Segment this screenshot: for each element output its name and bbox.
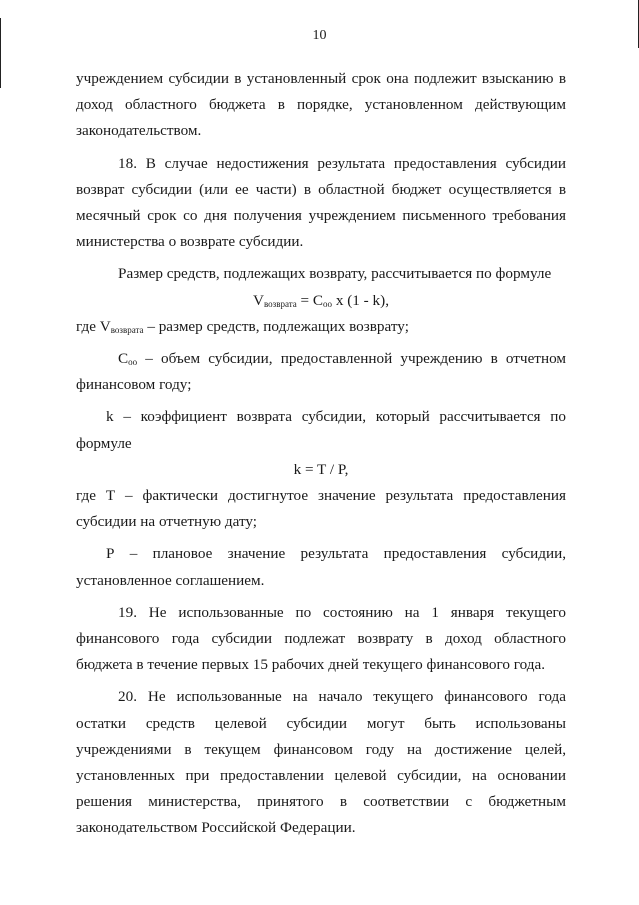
paragraph-18: 18. В случае недостижения результата предоставления субсидии возврат субсидии (или ее части) в областной бюджет осуществляется в месячный срок со дня получения учреждением письменного требования министерства о возврате субсидии.	[76, 154, 566, 251]
where-v-text: – размер средств, подлежащих возврату;	[143, 317, 409, 335]
paragraph-20: 20. Не использованные на начало текущего финансового года остатки средств целевой субсидии могут быть использованы учреждениями в текущем финансовом году на достижение целей, установленных при предоставлении целевой субсидии, на основании решения министерства, принятого в соответствии с бюджетным законодательством Российской Федерации.	[76, 688, 566, 837]
page-number: 10	[312, 28, 327, 43]
document-body	[76, 66, 566, 842]
where-v-prefix: где V	[76, 317, 111, 335]
coo-symbol: C	[118, 350, 129, 368]
formula-return	[76, 288, 566, 314]
formula-v: V	[252, 291, 264, 309]
k-definition: k – коэффициент возврата субсидии, который рассчитывается по формуле	[76, 408, 566, 452]
return-size-intro: Размер средств, подлежащих возврату, рассчитывается по формуле	[118, 265, 552, 283]
formula-eq-c: = C	[296, 291, 324, 309]
coo-text: – объем субсидии, предоставленной учреждению в отчетном финансовом году;	[76, 350, 566, 394]
formula-k: k = T / P,	[293, 460, 349, 478]
paragraph-19: 19. Не использованные по состоянию на 1 января текущего финансового года субсидии подлежат возврату в доход областного бюджета в течение первых 15 рабочих дней текущего финансового года.	[76, 603, 566, 674]
p-definition: Р – плановое значение результата предоставления субсидии, установленное соглашением.	[76, 545, 566, 589]
t-definition: где Т – фактически достигнутое значение результата предоставления субсидии на отчетную дату;	[76, 487, 566, 531]
scan-mark-left-edge	[0, 18, 1, 88]
paragraph-continuation: учреждением субсидии в установленный срок она подлежит взысканию в доход областного бюджета в порядке, установленном действующим законодательством.	[76, 70, 566, 140]
where-v-sub: возврата	[110, 324, 144, 335]
formula-c-sub: оо	[323, 298, 333, 309]
coo-definition	[76, 346, 566, 398]
formula-rest: x (1 - k),	[332, 291, 389, 309]
formula-v-sub: возврата	[263, 298, 297, 309]
where-v-definition	[76, 314, 566, 340]
coo-sub: оо	[128, 357, 138, 368]
